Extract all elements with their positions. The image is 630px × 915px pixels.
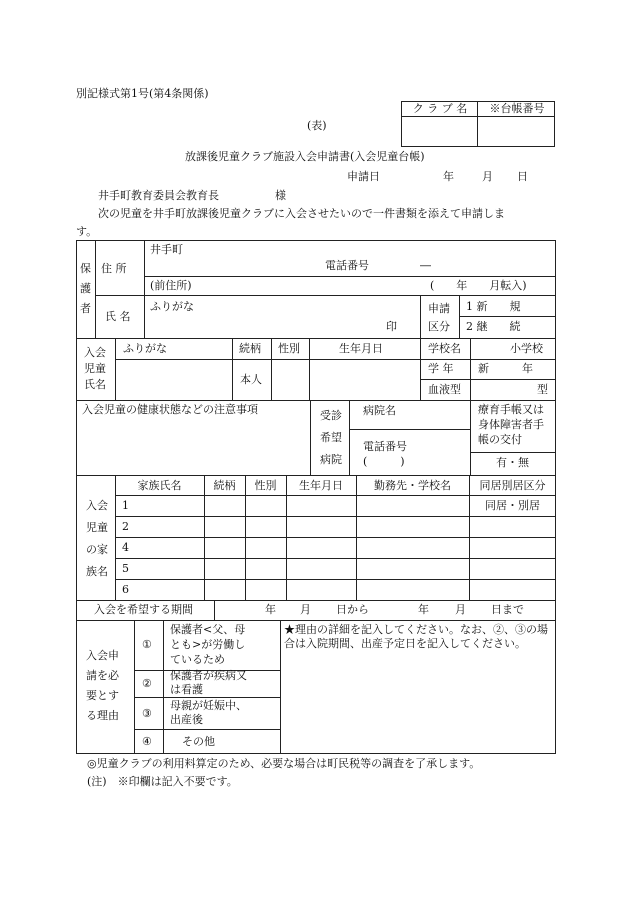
family-row-number: 2 bbox=[122, 520, 129, 533]
blood-type-value: 型 bbox=[537, 383, 548, 396]
reason-text: 出産後 bbox=[170, 713, 203, 726]
clinic-label-2: 希望 bbox=[320, 431, 342, 444]
period-from-day: 日から bbox=[336, 603, 369, 616]
reason-side-label-2: 請を必 bbox=[86, 669, 119, 682]
family-row-number: 4 bbox=[122, 541, 129, 554]
reason-number: ② bbox=[142, 677, 152, 690]
form-title: 放課後児童クラブ施設入会申請書(入会児童台帳) bbox=[185, 150, 425, 163]
clinic-label-3: 病院 bbox=[320, 453, 342, 466]
intro-text-2: す。 bbox=[76, 225, 98, 238]
guardian-phone-dash: ― bbox=[420, 259, 431, 272]
guardian-side-label-1: 保 bbox=[80, 262, 91, 275]
family-col-workplace: 勤務先・学校名 bbox=[374, 479, 451, 492]
child-birthdate-label: 生年月日 bbox=[339, 342, 383, 355]
reason-side-label-3: 要とす bbox=[86, 689, 119, 702]
divider bbox=[477, 101, 478, 147]
hospital-phone-label: 電話番号 bbox=[363, 440, 407, 453]
child-gender-label: 性別 bbox=[278, 342, 300, 355]
family-side-label-2: 児童 bbox=[86, 521, 108, 534]
period-label: 入会を希望する期間 bbox=[94, 603, 193, 616]
reason-text: は看護 bbox=[170, 683, 203, 696]
reason-text: 保護者<父、母 bbox=[170, 623, 246, 636]
handbook-label-1: 療育手帳又は bbox=[478, 403, 544, 416]
health-notes-label: 入会児童の健康状態などの注意事項 bbox=[82, 403, 258, 416]
reason-number: ① bbox=[142, 638, 152, 651]
period-to-month: 月 bbox=[455, 603, 466, 616]
previous-address-label: (前住所) bbox=[150, 279, 192, 292]
club-name-label: ク ラ ブ 名 bbox=[412, 102, 468, 115]
family-col-birthdate: 生年月日 bbox=[299, 479, 343, 492]
type-new-option: 1 新 規 bbox=[466, 300, 521, 313]
application-type-label-1: 申請 bbox=[428, 302, 450, 315]
address-label: 住 所 bbox=[101, 262, 127, 275]
blood-type-label: 血液型 bbox=[428, 383, 461, 396]
divider bbox=[401, 116, 555, 117]
moved-in-date: ( 年 月転入) bbox=[430, 279, 527, 292]
intro-text-1: 次の児童を井手町放課後児童クラブに入会させたいので一件書類を添えて申請しま bbox=[98, 207, 505, 220]
date-label: 申請日 bbox=[347, 170, 380, 183]
guardian-side-label-3: 者 bbox=[80, 302, 91, 315]
family-col-gender: 性別 bbox=[254, 479, 277, 492]
consent-text: ◎児童クラブの利用料算定のため、必要な場合は町民税等の調査を了承します。 bbox=[87, 757, 481, 770]
family-side-label-4: 族名 bbox=[86, 565, 108, 578]
reason-text: 保護者が疾病又 bbox=[170, 669, 247, 682]
omote-label: (表) bbox=[307, 119, 327, 132]
date-year: 年 bbox=[443, 170, 454, 183]
reason-text: その他 bbox=[182, 735, 215, 748]
school-name-label: 学校名 bbox=[428, 342, 461, 355]
reason-side-label-4: る理由 bbox=[86, 709, 119, 722]
reason-number: ③ bbox=[142, 707, 152, 720]
form-number: 別記様式第1号(第4条関係) bbox=[76, 87, 209, 100]
period-to-year: 年 bbox=[418, 603, 429, 616]
child-relationship-value: 本人 bbox=[240, 373, 262, 386]
family-row-number: 1 bbox=[122, 499, 129, 512]
period-from-month: 月 bbox=[300, 603, 311, 616]
child-side-label-3: 氏名 bbox=[84, 378, 106, 391]
child-side-label-2: 児童 bbox=[84, 362, 106, 375]
guardian-name-label: 氏 名 bbox=[105, 310, 131, 323]
addressee-sama: 様 bbox=[275, 189, 286, 202]
family-col-relationship: 続柄 bbox=[213, 479, 236, 492]
period-to-day: 日まで bbox=[491, 603, 524, 616]
reason-number: ④ bbox=[142, 735, 152, 748]
cohabitation-value: 同居・別居 bbox=[485, 499, 540, 512]
child-relationship-label: 続柄 bbox=[239, 342, 261, 355]
reason-side-label-1: 入会申 bbox=[86, 649, 119, 662]
guardian-phone-label: 電話番号 bbox=[325, 259, 369, 272]
clinic-label-1: 受診 bbox=[320, 409, 342, 422]
type-continue-option: 2 継 続 bbox=[466, 320, 521, 333]
date-day: 日 bbox=[517, 170, 528, 183]
hospital-phone-paren: ( ) bbox=[363, 455, 405, 468]
reason-text: とも>が労働し bbox=[170, 638, 246, 651]
grade-label: 学 年 bbox=[428, 362, 454, 375]
seal-mark: 印 bbox=[386, 320, 397, 333]
family-row-number: 5 bbox=[122, 562, 129, 575]
ledger-number-label: ※台帳番号 bbox=[489, 102, 545, 115]
family-side-label-1: 入会 bbox=[86, 499, 108, 512]
handbook-value: 有・無 bbox=[496, 456, 529, 469]
guardian-side-label-2: 護 bbox=[80, 282, 91, 295]
elementary-school-suffix: 小学校 bbox=[510, 342, 543, 355]
family-col-cohabitation: 同居別居区分 bbox=[479, 479, 546, 492]
family-side-label-3: の家 bbox=[86, 543, 108, 556]
address-prefix: 井手町 bbox=[150, 243, 183, 256]
footer-note: (注) ※印欄は記入不要です。 bbox=[87, 775, 238, 788]
reason-text: 母親が妊娠中、 bbox=[170, 699, 247, 712]
guardian-furigana: ふりがな bbox=[150, 300, 194, 313]
addressee: 井手町教育委員会教育長 bbox=[98, 189, 219, 202]
child-side-label-1: 入会 bbox=[84, 346, 106, 359]
application-type-label-2: 区分 bbox=[428, 320, 450, 333]
family-row-number: 6 bbox=[122, 583, 129, 596]
family-col-name: 家族氏名 bbox=[137, 479, 182, 492]
hospital-name-label: 病院名 bbox=[363, 404, 396, 417]
date-month: 月 bbox=[482, 170, 493, 183]
period-from-year: 年 bbox=[265, 603, 276, 616]
reason-text: ているため bbox=[170, 653, 225, 666]
handbook-label-3: 帳の交付 bbox=[478, 433, 522, 446]
grade-value: 新 年 bbox=[478, 362, 533, 375]
reason-details-note: ★理由の詳細を記入してください。なお、②、③の場合は入院期間、出産予定日を記入してください。 bbox=[284, 623, 548, 650]
handbook-label-2: 身体障害者手 bbox=[478, 418, 544, 431]
child-furigana: ふりがな bbox=[123, 342, 167, 355]
